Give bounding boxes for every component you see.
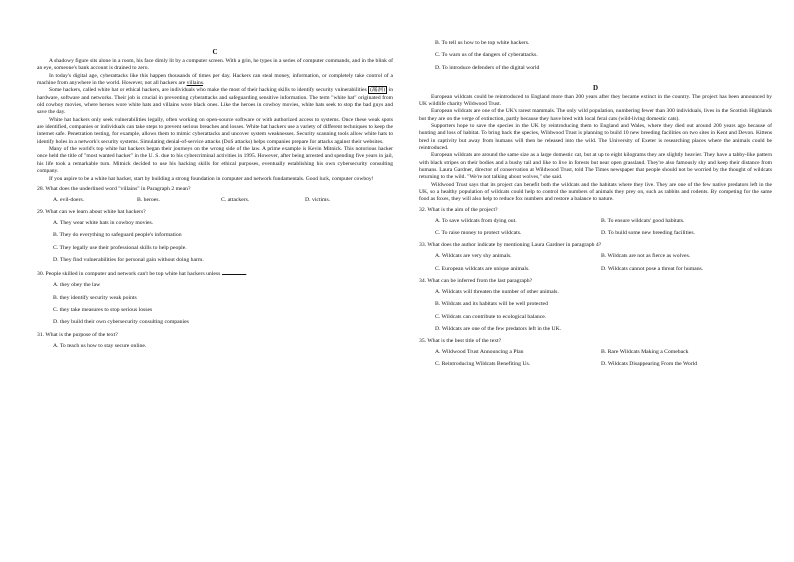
option-34-a[interactable]: A. Wildcats will threaten the number of other animals.: [435, 288, 559, 295]
left-column: [37, 48, 393, 355]
option-32-a[interactable]: A. To save wildcats from dying out.: [435, 217, 517, 224]
passage-d-heading: D: [592, 83, 599, 92]
option-35-d[interactable]: D. Wildcats Disappearing From the World: [601, 361, 698, 368]
question-33: 33. What does the author indicate by mentioning Laura Gardner in paragraph 4?: [419, 242, 602, 249]
question-34: 34. What can be inferred from the last paragraph?: [419, 277, 533, 284]
answer-blank: [222, 269, 246, 275]
option-30-b[interactable]: B. they identify security weak points: [53, 294, 137, 301]
underlined-word-villains: villains: [186, 80, 203, 87]
option-33-d[interactable]: D. Wildcats cannot pose a threat for humans.: [601, 265, 704, 272]
question-35: 35. What is the best title of the text?: [419, 338, 502, 345]
question-32-options-ab: [419, 218, 772, 225]
option-33-c[interactable]: C. European wildcats are unique animals.: [435, 265, 530, 272]
option-34-c[interactable]: C. Wildcats can contribute to ecological balance.: [435, 313, 547, 320]
passage-d-paragraph-2: European wildcats are one of the UK's rarest mammals. The only wild population, numbering fewer than 300 individuals, lives in the Scottish Highlands but they are on the verge of extinction, partly because they have bred with local feral cats (wild-living domestic cats).: [419, 108, 772, 122]
option-35-c[interactable]: C. Reintroducing Wildcats Benefiting Us.: [435, 361, 531, 368]
option-35-a[interactable]: A. Wildwood Trust Announcing a Plan: [435, 349, 524, 356]
option-28-b[interactable]: B. heroes.: [137, 196, 160, 203]
passage-d-paragraph-1: European wildcats could be reintroduced to England more than 200 years after they became extinct in the country. The project has been announced by UK wildlife charity Wildwood Trust.: [419, 93, 772, 107]
question-35-options-cd: [419, 361, 772, 368]
passage-c-paragraph-6: If you aspire to be a white hat hacker, start by building a strong foundation in computer and network fundamentals. Good luck, computer cowboy!: [49, 175, 374, 182]
option-32-d[interactable]: D. To build some new breeding facilities.: [601, 230, 695, 237]
option-30-d[interactable]: D. they build their own cybersecurity consulting companies: [53, 319, 189, 326]
option-32-b[interactable]: B. To ensure wildcats' good habitats.: [601, 217, 685, 224]
passage-d-paragraph-4: European wildcats are around the same size as a large domestic cat, but at up to eight kilograms they are slightly heavier. They have a tabby-like pattern with black stripes on their bodies and a bushy tail and like to live in forests but near open grassland. They're also famously shy and keep their distance from humans. Laura Gardner, director of conservation at Wildwood Trust, told The Times newspaper that people should not be worried by the thought of wildcats returning to the wild. "We're not talking about wolves," she said.: [419, 152, 772, 181]
question-32-options-cd: [419, 230, 772, 237]
passage-c-paragraph-5: Many of the world's top white hat hackers began their journeys on the wrong side of the law. A prime example is Kevin Mitnick. This notorious hacker once held the title of "most wanted hacker" in the U. S. due to his cybercriminal activities in 1995. However, after being arrested and spending five years in jail, his life took a remarkable turn. Mitnick decided to use his hacking skills for ethical purposes, eventually establishing his own cybersecurity consulting company.: [37, 146, 393, 175]
question-32: 32. What is the aim of the project?: [419, 206, 498, 213]
passage-c-paragraph-3: Some hackers, called white hat or ethical hackers, are individuals who make the most of their hacking skills to identify security vulnerabilities (漏洞) in hardware, software and networks. Their job is crucial in preventing cyberattacks and safeguarding sensitive information. The term "white hat" originated from old cowboy movies, where heroes wore white hats and villains wore black ones. Like the heroes in cowboy movies, white hats seek to stop the bad guys and save the day.: [37, 87, 393, 116]
passage-c-heading: C: [212, 48, 218, 56]
option-30-c[interactable]: C. they take measures to stop serious losses: [53, 306, 153, 313]
option-29-a[interactable]: A. They wear white hats in cowboy movies.: [53, 220, 154, 227]
passage-d-paragraph-5: Wildwood Trust says that its project can benefit both the wildcats and the habitats where they live. They are one of the few native predators left in the UK, so a healthy population of wildcats could help to control the numbers of animals they prey on, such as rabbits and rodents. By competing for the same food as foxes, they will also help to reduce fox numbers and restore a balance to nature.: [419, 181, 772, 203]
question-30: 30. People skilled in computer and network can't be top white hat hackers unless .: [37, 271, 248, 278]
option-31-d[interactable]: D. To introduce defenders of the digital world: [435, 64, 540, 71]
passage-c-paragraph-2: In today's digital age, cyberattacks like this happen thousands of times per day. Hackers can steal money, information, or completely take control of a machine from anywhere in the world. However, not all hackers are villains.: [37, 72, 393, 87]
question-31: 31. What is the purpose of the text?: [37, 331, 118, 338]
option-31-a[interactable]: A. To teach us how to stay secure online.: [53, 342, 147, 349]
option-32-c[interactable]: C. To raise money to protect wildcats.: [435, 230, 522, 237]
option-28-c[interactable]: C. attackers.: [221, 196, 250, 203]
question-29: 29. What can we learn about white hat hackers?: [37, 209, 146, 216]
question-28-options: [37, 197, 393, 204]
question-35-options-ab: [419, 349, 772, 356]
option-28-a[interactable]: A. evil-doers.: [53, 196, 85, 203]
option-31-c[interactable]: C. To warn us of the dangers of cyberattacks.: [435, 52, 538, 59]
option-29-c[interactable]: C. They legally use their professional skills to help people.: [53, 244, 187, 251]
passage-c-paragraph-1: A shadowy figure sits alone in a room, his face dimly lit by a computer screen. With a grin, he types in a series of computer commands, and in the blink of an eye, someone's bank account is drained to zero.: [37, 58, 393, 72]
question-28: 28. What does the underlined word "villains" in Paragraph 2 mean?: [37, 185, 191, 192]
option-28-d[interactable]: D. victims.: [305, 196, 331, 203]
option-31-b[interactable]: B. To tell us how to be top white hackers.: [435, 40, 530, 46]
option-33-a[interactable]: A. Wildcats are very shy animals.: [435, 253, 512, 260]
boxed-gloss: (漏洞): [370, 87, 386, 94]
option-29-d[interactable]: D. They find vulnerabilities for personal gain without doing harm.: [53, 257, 204, 264]
option-35-b[interactable]: B. Rare Wildcats Making a Comeback: [601, 349, 689, 356]
passage-c-paragraph-4: White hat hackers only seek vulnerabilities legally, often working on open-source software or with authorized access to systems. Once these weak spots are identified, companies or individuals can take steps to prevent serious breaches and losses. White hat hackers use a variety of different techniques to keep the internet safe. Penetration testing, for example, allows them to mimic cyberattacks and uncover system weaknesses. Security scanning tools allow white hats to identify holes in a network's security systems. Simulating denial-of-service attacks (DoS attacks) helps companies prepare for attacks against their websites.: [37, 116, 393, 145]
option-34-d[interactable]: D. Wildcats are one of the few predators left in the UK.: [435, 325, 562, 332]
option-33-b[interactable]: B. Wildcats are not as fierce as wolves.: [601, 253, 691, 260]
option-29-b[interactable]: B. They do everything to safeguard people's information: [53, 232, 182, 239]
question-33-options-ab: [419, 253, 772, 260]
option-30-a[interactable]: A. they obey the law: [53, 282, 101, 289]
right-column: [419, 40, 772, 374]
question-33-options-cd: [419, 266, 772, 273]
option-34-b[interactable]: B. Wildcats and its habitats will be well protected: [435, 301, 548, 308]
passage-d-paragraph-3: Supporters hope to save the species in the UK by reintroducing them to England and Wales, where they died out around 200 years ago because of hunting and loss of habitat. To bring back the species, Wildwood Trust is planning to build 10 new breeding facilities on two sites in Kent and Devon. Kittens bred in captivity but away from humans will then be released into the wild. The University of Exeter is researching places where the animals could be reintroduced.: [419, 122, 772, 151]
